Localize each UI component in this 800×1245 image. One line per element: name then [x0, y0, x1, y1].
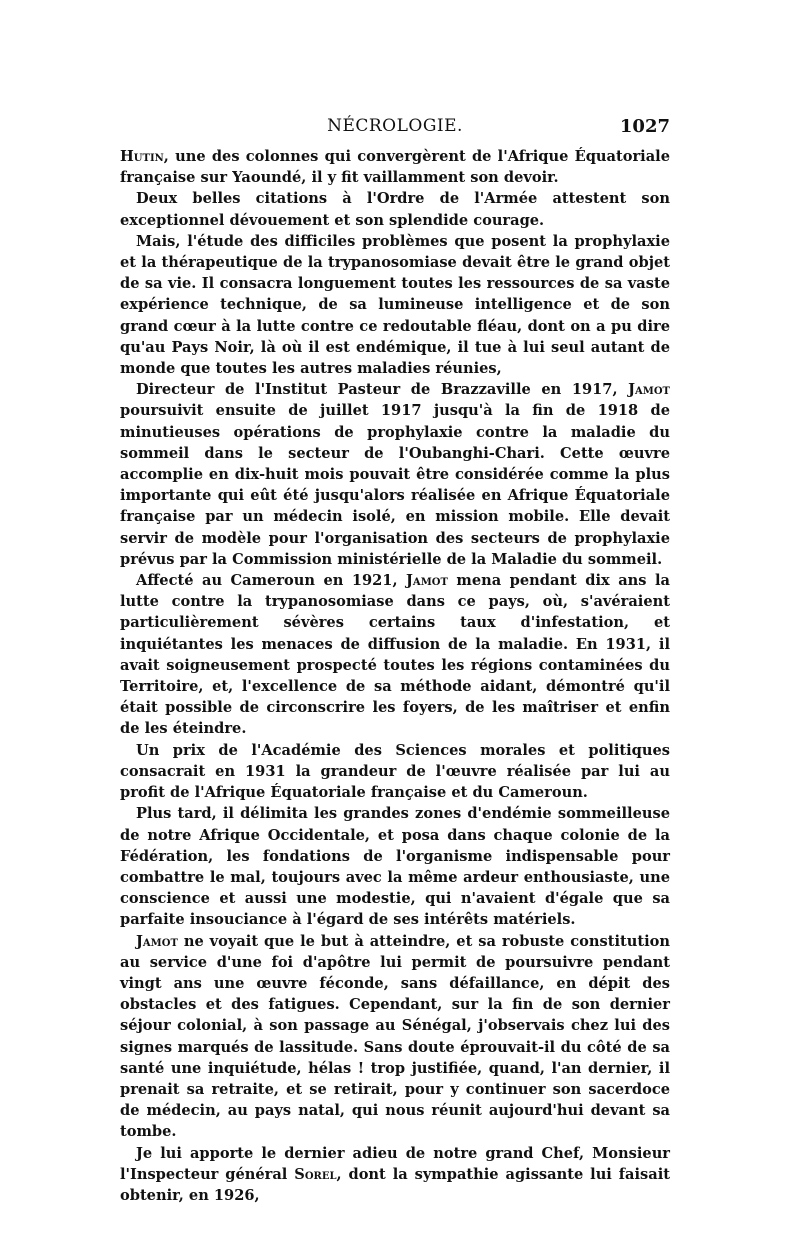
text-segment: , une des colonnes qui convergèrent de l'Afrique Équatoriale française sur Yaoundé, il y fit vaillamment son devoir. [120, 148, 670, 187]
body-text [120, 146, 670, 1206]
text-segment: Un prix de l'Académie des Sciences morales et politiques consacrait en 1931 la grandeur de l'œuvre réalisée par lui au profit de l'Afrique Équatoriale française et du Cameroun. [120, 741, 670, 802]
paragraph [120, 231, 670, 379]
text-segment: Mais, l'étude des difficiles problèmes que posent la prophylaxie et la thérapeutique de la trypanosomiase devait être le grand objet de sa vie. Il consacra longuement toutes les ressources de sa vaste expérience technique, de sa lumineuse intelligence et de son grand cœur à la lutte contre ce redoutable fléau, dont on a pu dire qu'au Pays Noir, là où il est endémique, il tue à lui seul autant de monde que toutes les autres maladies réunies, [120, 232, 670, 378]
text-segment: mena pendant dix ans la lutte contre la trypanosomiase dans ce pays, où, s'avéraient particulièrement sévères certains taux d'infestation, et inquiétantes les menaces de diffusion de la maladie. En 1931, il avait soigneusement prospecté toutes les régions contaminées du Territoire, et, l'excellence de sa méthode aidant, démontré qu'il était possible de circonscrire les foyers, de les maîtriser et enfin de les éteindre. [120, 572, 670, 738]
paragraph [120, 931, 670, 1143]
page-number: 1027 [619, 116, 670, 137]
small-caps-name: Jamot [406, 572, 448, 590]
paragraph [120, 379, 670, 570]
text-segment: Plus tard, il délimita les grandes zones d'endémie sommeilleuse de notre Afrique Occidentale, et posa dans chaque colonie de la Fédération, les fondations de l'organisme indispensable pour combattre le mal, toujours avec la même ardeur enthousiaste, une conscience et aussi une modestie, qui n'avaient d'égale que sa parfaite insouciance à l'égard de ses intérêts matériels. [120, 805, 670, 929]
text-segment: Je lui apporte le dernier adieu de notre grand Chef, Monsieur l'Inspecteur général [120, 1144, 670, 1183]
text-segment: , dont la sympathie agissante lui faisait obtenir, en 1926, [120, 1165, 670, 1204]
small-caps-name: Jamot [628, 381, 670, 399]
text-segment: ne voyait que le but à atteindre, et sa robuste constitution au service d'une foi d'apôtre lui permit de poursuivre pendant vingt ans une œuvre féconde, sans défaillance, en dépit des obstacles et des fatigues. Cependant, sur la fin de son dernier séjour colonial, à son passage au Sénégal, j'observais chez lui des signes marqués de lassitude. Sans doute éprouvait-il du côté de sa santé une inquiétude, hélas ! trop justifiée, quand, l'an dernier, il prenait sa retraite, et se retirait, pour y continuer son sacerdoce de médecin, au pays natal, qui nous réunit aujourd'hui devant sa tombe. [120, 932, 670, 1141]
small-caps-name: Jamot [136, 932, 178, 950]
paragraph [120, 146, 670, 188]
page-header [120, 112, 670, 146]
paragraph [120, 740, 670, 804]
text-segment: Directeur de l'Institut Pasteur de Brazzaville en 1917, [136, 381, 629, 399]
text-segment: Affecté au Cameroun en 1921, [136, 572, 407, 590]
running-head: NÉCROLOGIE. [327, 116, 463, 136]
small-caps-name: Hutin [120, 148, 164, 165]
paragraph [120, 188, 670, 230]
paragraph [120, 1143, 670, 1207]
text-segment: Deux belles citations à l'Ordre de l'Armée attestent son exceptionnel dévouement et son splendide courage. [120, 190, 670, 229]
paragraph [120, 570, 670, 740]
small-caps-name: Sorel [294, 1165, 337, 1183]
text-segment: poursuivit ensuite de juillet 1917 jusqu'à la fin de 1918 de minutieuses opérations de prophylaxie contre la maladie du sommeil dans le secteur de l'Oubanghi-Chari. Cette œuvre accomplie en dix-huit mois pouvait être considérée comme la plus importante qui eût été jusqu'alors réalisée en Afrique Équatoriale française par un médecin isolé, en mission mobile. Elle devait servir de modèle pour l'organisation des secteurs de prophylaxie prévus par la Commission ministérielle de la Maladie du sommeil. [120, 402, 670, 568]
paragraph [120, 803, 670, 930]
book-page [120, 112, 670, 1206]
